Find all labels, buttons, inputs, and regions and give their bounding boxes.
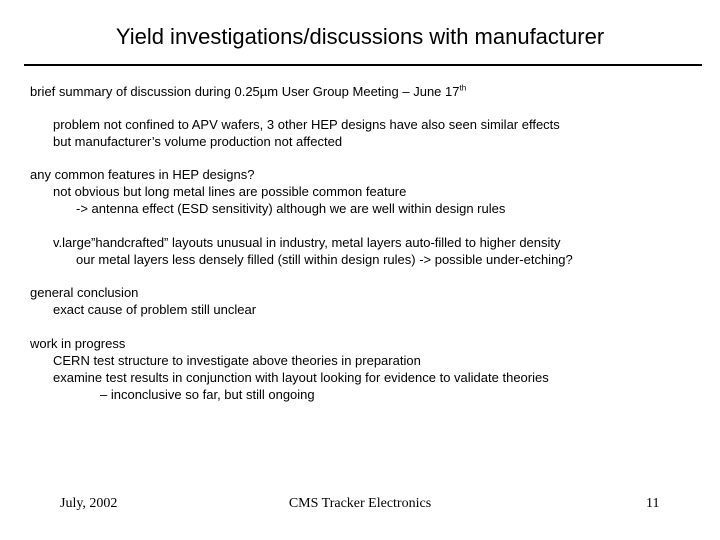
- summary-line-1: problem not confined to APV wafers, 3 other HEP designs have also seen similar effects: [53, 117, 560, 132]
- common-heading: any common features in HEP designs?: [30, 167, 255, 182]
- footer-page-number: 11: [646, 496, 660, 511]
- footer-presentation-title: CMS Tracker Electronics: [288, 496, 432, 511]
- work-line-1: CERN test structure to investigate above theories in preparation: [53, 353, 421, 368]
- work-line-2: examine test results in conjunction with layout looking for evidence to validate theories: [53, 370, 549, 385]
- common-line-4: our metal layers less densely filled (still within design rules) -> possible under-etching?: [76, 252, 573, 267]
- work-heading: work in progress: [30, 336, 126, 351]
- summary-heading: [30, 83, 466, 100]
- title-divider: [24, 64, 702, 66]
- summary-heading-superscript: th: [459, 83, 467, 93]
- common-line-1: not obvious but long metal lines are possible common feature: [53, 184, 407, 199]
- conclusion-heading: general conclusion: [30, 285, 139, 300]
- common-line-2: -> antenna effect (ESD sensitivity) although we are well within design rules: [76, 201, 506, 216]
- work-line-3: – inconclusive so far, but still ongoing: [100, 387, 315, 402]
- summary-heading-text: brief summary of discussion during 0.25µm User Group Meeting – June 17: [30, 84, 460, 99]
- common-line-3: v.large”handcrafted” layouts unusual in industry, metal layers auto-filled to higher density: [53, 235, 561, 250]
- footer-date: July, 2002: [60, 496, 118, 511]
- summary-line-2: but manufacturer’s volume production not affected: [53, 134, 343, 149]
- conclusion-line-1: exact cause of problem still unclear: [53, 302, 257, 317]
- slide-title: Yield investigations/discussions with manufacturer: [115, 24, 605, 49]
